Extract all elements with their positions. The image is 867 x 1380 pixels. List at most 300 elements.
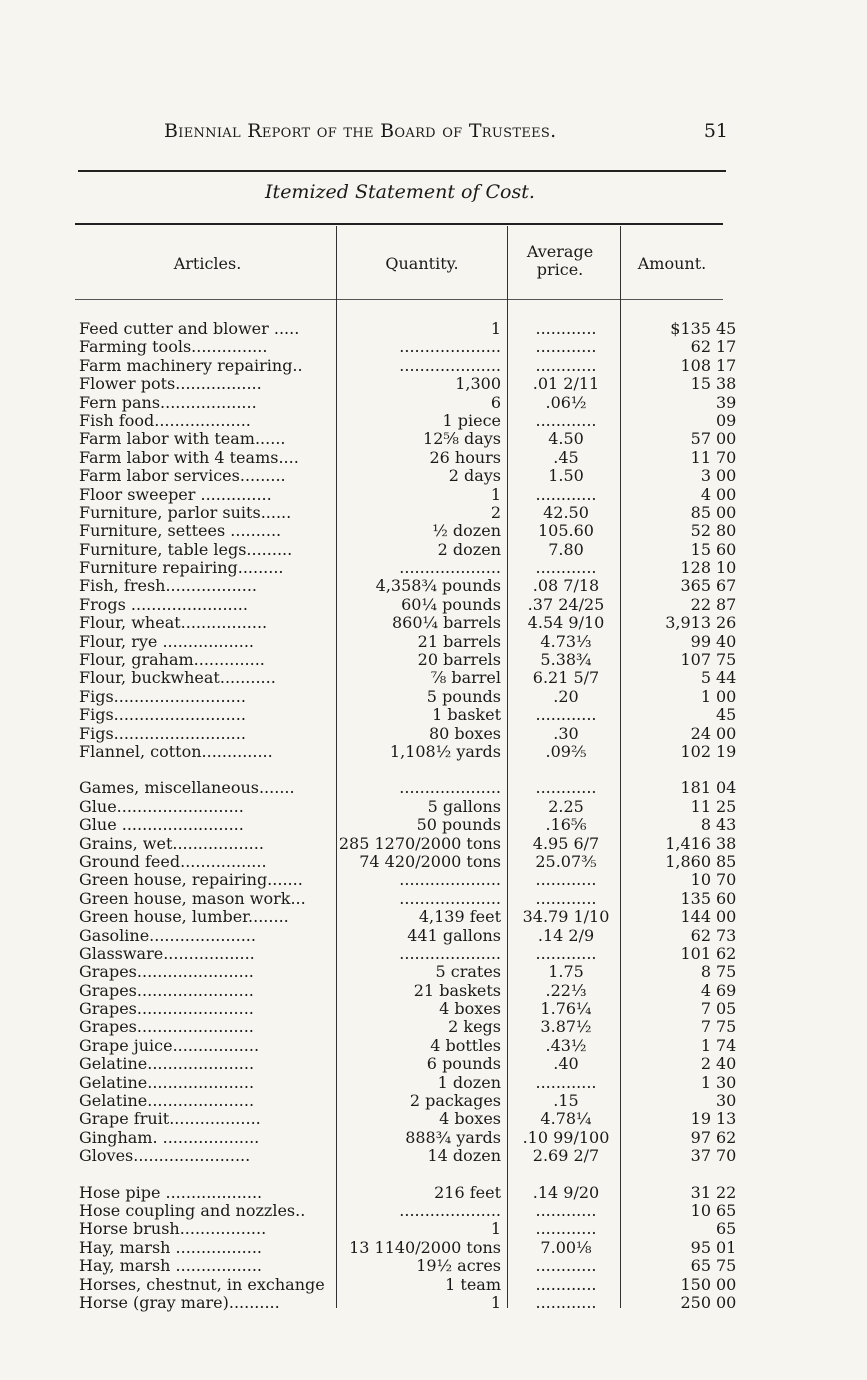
article-cell: Gingham. ................... [79,1128,260,1147]
price-cell: .08 7/18 [532,576,600,596]
price-cell: ............ [535,319,597,338]
amount-dollars-cell: 4 [700,484,711,504]
amount-cents-cell: 17 [716,337,737,357]
article-cell: Green house, lumber........ [79,908,289,927]
price-cell: ............ [535,1219,597,1239]
price-cell: ............ [535,558,597,578]
amount-dollars-cell: 8 [700,962,711,982]
amount-cents-cell: 13 [716,1109,737,1129]
quantity-cell: 1 [490,484,501,504]
amount-cents-cell: 22 [716,1182,737,1202]
quantity-cell: 4 bottles [430,1035,501,1055]
quantity-cell: 13 1140/2000 tons [349,1237,501,1257]
article-cell: Furniture, parlor suits...... [79,503,292,522]
quantity-cell: .................... [399,778,501,798]
price-cell: .09⅖ [545,741,587,761]
column-header-quantity: Quantity. [385,254,459,273]
table-row [0,798,867,816]
article-cell: Fern pans................... [79,393,257,412]
amount-cents-cell: 80 [716,521,737,541]
article-cell: Green house, repairing....... [79,871,303,890]
amount-cents-cell: 43 [716,815,737,835]
quantity-cell: 14 dozen [427,1146,501,1166]
price-cell: .14 2/9 [537,925,595,945]
article-cell: Grape juice................. [79,1036,260,1055]
table-row [0,1000,867,1018]
quantity-cell: 60¼ pounds [401,594,501,614]
quantity-cell: 12⅝ days [423,429,501,449]
amount-cents-cell: 44 [716,668,737,688]
table-row [0,871,867,889]
price-cell: ............ [535,1256,597,1276]
amount-dollars-cell: 144 [680,907,711,927]
amount-dollars-cell: 150 [680,1274,711,1294]
quantity-cell: 2 packages [409,1091,501,1111]
quantity-cell: 1 piece [442,410,501,430]
quantity-cell: 5 gallons [427,796,501,816]
quantity-cell: 1 dozen [437,1072,501,1092]
quantity-cell: 860¼ barrels [391,613,501,633]
article-cell: Hay, marsh ................. [79,1257,262,1276]
quantity-cell: 19½ acres [416,1256,501,1276]
amount-cents-cell: 09 [716,410,737,430]
article-cell: Grapes....................... [79,981,254,1000]
article-cell: Grapes....................... [79,1018,254,1037]
quantity-cell: ⅞ barrel [430,668,501,688]
table-row [0,614,867,632]
amount-dollars-cell: 85 [690,502,711,522]
quantity-cell: 21 baskets [413,980,501,1000]
top-rule [78,170,726,172]
amount-dollars-cell: 10 [690,870,711,890]
article-cell: Gelatine..................... [79,1073,255,1092]
amount-cents-cell: 73 [716,925,737,945]
column-header-average-price: Average price. [526,242,594,279]
amount-dollars-cell: 95 [690,1237,711,1257]
quantity-cell: 74 420/2000 tons [359,851,501,871]
table-row [0,1202,867,1220]
article-cell: Frogs ....................... [79,595,248,614]
amount-dollars-cell: 62 [690,925,711,945]
table-row [0,394,867,412]
price-cell: .37 24/25 [527,594,605,614]
table-row [0,651,867,669]
amount-dollars-cell: 5 [700,668,711,688]
quantity-cell: 80 boxes [428,723,501,743]
price-cell: ............ [535,778,597,798]
price-cell: .20 [553,686,579,706]
quantity-cell: 1,300 [455,374,501,394]
quantity-cell: .................... [399,558,501,578]
amount-dollars-cell: 3,913 [665,613,711,633]
cost-table-body [0,320,867,1312]
quantity-cell: 441 gallons [407,925,501,945]
amount-cents-cell: 01 [716,1237,737,1257]
price-cell: 1.50 [548,466,584,486]
column-header-amount: Amount. [637,254,707,273]
article-cell: Horses, chestnut, in exchange [79,1275,325,1294]
section-gap [0,1166,867,1184]
amount-cents-cell: 00 [716,686,737,706]
table-row [0,1055,867,1073]
table-row [0,725,867,743]
quantity-cell: 4,358¾ pounds [375,576,501,596]
quantity-cell: 216 feet [434,1182,501,1202]
amount-cents-cell: 65 [716,1219,737,1239]
table-row [0,1239,867,1257]
price-cell: 7.80 [548,539,584,559]
quantity-cell: 20 barrels [417,650,501,670]
amount-dollars-cell: $135 [670,319,711,338]
quantity-cell: 50 pounds [416,815,501,835]
amount-dollars-cell: 108 [680,355,711,375]
amount-cents-cell: 10 [716,558,737,578]
amount-cents-cell: 26 [716,613,737,633]
amount-dollars-cell: 101 [680,943,711,963]
quantity-cell: 1 team [445,1274,501,1294]
price-cell: ............ [535,705,597,725]
quantity-cell: 2 kegs [448,1017,501,1037]
article-cell: Glue ........................ [79,816,244,835]
article-cell: Hay, marsh ................. [79,1238,262,1257]
article-cell: Floor sweeper .............. [79,485,272,504]
amount-cents-cell: 30 [716,1072,737,1092]
amount-dollars-cell: 181 [680,778,711,798]
price-cell: .15 [553,1091,579,1111]
page-header [80,120,740,146]
section-gap [0,761,867,779]
amount-cents-cell: 45 [716,319,737,338]
price-cell: .06½ [545,392,587,412]
article-cell: Gasoline..................... [79,926,256,945]
amount-dollars-cell: 97 [690,1127,711,1147]
amount-cents-cell: 75 [716,1256,737,1276]
price-cell: ............ [535,1072,597,1092]
amount-dollars-cell: 99 [690,631,711,651]
amount-dollars-cell: 1,416 [665,833,711,853]
amount-cents-cell: 00 [716,907,737,927]
price-cell: ............ [535,1200,597,1220]
table-row [0,486,867,504]
amount-cents-cell: 00 [716,466,737,486]
price-cell: 4.78¼ [540,1109,592,1129]
amount-dollars-cell: 62 [690,337,711,357]
article-cell: Gelatine..................... [79,1055,255,1074]
price-cell: 4.73⅓ [540,631,592,651]
article-cell: Furniture repairing......... [79,559,284,578]
article-cell: Flannel, cotton.............. [79,742,273,761]
table-row [0,908,867,926]
table-row [0,430,867,448]
quantity-cell: 285 1270/2000 tons [338,833,501,853]
price-cell: 4.54 9/10 [527,613,605,633]
article-cell: Flour, buckwheat........... [79,669,276,688]
table-row [0,596,867,614]
amount-dollars-cell: 65 [690,1256,711,1276]
quantity-cell: .................... [399,355,501,375]
quantity-cell: 5 pounds [426,686,501,706]
table-top-rule [75,223,723,225]
amount-cents-cell: 39 [716,392,737,412]
table-row [0,504,867,522]
price-cell: ............ [535,888,597,908]
quantity-cell: 2 [490,502,501,522]
amount-dollars-cell: 15 [690,374,711,394]
price-cell: .30 [553,723,579,743]
header-bottom-rule [75,299,723,300]
price-cell: 34.79 1/10 [522,907,610,927]
article-cell: Grains, wet.................. [79,834,264,853]
table-row [0,945,867,963]
amount-cents-cell: 40 [716,631,737,651]
table-row [0,522,867,540]
amount-dollars-cell: 135 [680,888,711,908]
table-row [0,577,867,595]
table-row [0,1037,867,1055]
article-cell: Flour, wheat................. [79,614,268,633]
amount-dollars-cell: 19 [690,1109,711,1129]
amount-cents-cell: 87 [716,594,737,614]
amount-dollars-cell: 7 [700,999,711,1019]
amount-cents-cell: 38 [716,374,737,394]
table-row [0,633,867,651]
amount-dollars-cell: 22 [690,594,711,614]
quantity-cell: 5 crates [435,962,501,982]
amount-cents-cell: 75 [716,962,737,982]
article-cell: Feed cutter and blower ..... [79,320,300,338]
table-row [0,375,867,393]
price-cell: 42.50 [543,502,589,522]
table-row [0,1018,867,1036]
article-cell: Gloves....................... [79,1147,251,1166]
table-row [0,320,867,338]
amount-dollars-cell: 250 [680,1292,711,1312]
amount-dollars-cell: 8 [700,815,711,835]
article-cell: Hose pipe ................... [79,1183,263,1202]
price-cell: .01 2/11 [532,374,600,394]
table-row [0,1276,867,1294]
article-cell: Grape fruit.................. [79,1110,261,1129]
quantity-cell: 1 basket [432,705,501,725]
quantity-cell: 2 dozen [437,539,501,559]
table-row [0,1129,867,1147]
amount-dollars-cell: 11 [690,447,711,467]
price-cell: .45 [553,447,579,467]
amount-dollars-cell: 4 [700,980,711,1000]
amount-cents-cell: 65 [716,1200,737,1220]
article-cell: Figs.......................... [79,687,246,706]
quantity-cell: 6 pounds [426,1054,501,1074]
price-cell: .22⅓ [545,980,587,1000]
amount-cents-cell: 85 [716,851,737,871]
amount-cents-cell: 75 [716,1017,737,1037]
quantity-cell: 4 boxes [439,1109,501,1129]
amount-cents-cell: 70 [716,870,737,890]
table-row [0,835,867,853]
amount-dollars-cell: 365 [680,576,711,596]
article-cell: Farm machinery repairing.. [79,356,303,375]
price-cell: 7.00⅛ [540,1237,592,1257]
amount-cents-cell: 40 [716,1054,737,1074]
price-cell: 4.50 [548,429,584,449]
price-cell: ............ [535,337,597,357]
price-cell: ............ [535,410,597,430]
price-cell: 105.60 [538,521,594,541]
article-cell: Green house, mason work... [79,889,306,908]
table-row [0,816,867,834]
article-cell: Fish, fresh.................. [79,577,258,596]
price-cell: 5.38¾ [540,650,592,670]
amount-dollars-cell: 1,860 [665,851,711,871]
amount-cents-cell: 60 [716,888,737,908]
amount-dollars-cell: 11 [690,796,711,816]
price-cell: 6.21 5/7 [532,668,600,688]
quantity-cell: 6 [490,392,501,412]
amount-cents-cell: 69 [716,980,737,1000]
table-row [0,559,867,577]
table-row [0,357,867,375]
table-row [0,1092,867,1110]
article-cell: Figs.......................... [79,724,246,743]
amount-cents-cell: 19 [716,741,737,761]
amount-dollars-cell: 128 [680,558,711,578]
amount-dollars-cell: 24 [690,723,711,743]
running-title: Biennial Report of the Board of Trustees. [164,120,557,142]
page-number: 51 [703,120,728,142]
column-header-articles: Articles. [173,254,242,273]
amount-cents-cell: 75 [716,650,737,670]
table-row [0,743,867,761]
table-row [0,1220,867,1238]
amount-cents-cell: 04 [716,778,737,798]
quantity-cell: 4 boxes [439,999,501,1019]
amount-dollars-cell: 102 [680,741,711,761]
price-cell: ............ [535,943,597,963]
amount-cents-cell: 00 [716,1274,737,1294]
price-cell: .40 [553,1054,579,1074]
price-cell: ............ [535,355,597,375]
table-row [0,853,867,871]
amount-dollars-cell: 1 [700,1072,711,1092]
amount-cents-cell: 67 [716,576,737,596]
amount-cents-cell: 00 [716,1292,737,1312]
amount-cents-cell: 30 [716,1091,737,1111]
article-cell: Horse brush................. [79,1220,267,1239]
amount-cents-cell: 17 [716,355,737,375]
amount-cents-cell: 00 [716,502,737,522]
article-cell: Glassware.................. [79,944,255,963]
price-cell: .16⅚ [545,815,587,835]
article-cell: Furniture, settees .......... [79,522,282,541]
amount-dollars-cell: 57 [690,429,711,449]
table-row [0,412,867,430]
article-cell: Farm labor with 4 teams.... [79,448,299,467]
article-cell: Grapes....................... [79,1000,254,1019]
quantity-cell: 26 hours [429,447,501,467]
quantity-cell: 1,108½ yards [389,741,501,761]
quantity-cell: 888¾ yards [405,1127,501,1147]
quantity-cell: 1 [490,319,501,338]
quantity-cell: .................... [399,337,501,357]
article-cell: Hose coupling and nozzles.. [79,1201,306,1220]
table-row [0,779,867,797]
amount-dollars-cell: 2 [700,1054,711,1074]
amount-cents-cell: 45 [716,705,737,725]
table-row [0,927,867,945]
amount-cents-cell: 62 [716,1127,737,1147]
price-cell: ............ [535,484,597,504]
amount-cents-cell: 25 [716,796,737,816]
article-cell: Gelatine..................... [79,1092,255,1111]
article-cell: Farm labor with team...... [79,430,286,449]
quantity-cell: .................... [399,870,501,890]
quantity-cell: 4,139 feet [418,907,501,927]
amount-dollars-cell: 3 [700,466,711,486]
table-row [0,1184,867,1202]
table-row [0,1074,867,1092]
amount-dollars-cell: 7 [700,1017,711,1037]
price-cell: 1.75 [548,962,584,982]
quantity-cell: 1 [490,1219,501,1239]
table-row [0,1257,867,1275]
article-cell: Fish food................... [79,411,251,430]
amount-dollars-cell: 10 [690,1200,711,1220]
table-row [0,963,867,981]
article-cell: Farm labor services......... [79,467,286,486]
table-row [0,1147,867,1165]
price-cell: 2.69 2/7 [532,1146,600,1166]
amount-dollars-cell: 52 [690,521,711,541]
amount-dollars-cell: 1 [700,1035,711,1055]
article-cell: Ground feed................. [79,852,267,871]
price-cell: 3.87½ [540,1017,592,1037]
amount-cents-cell: 00 [716,723,737,743]
price-cell: ............ [535,870,597,890]
table-row [0,467,867,485]
amount-cents-cell: 05 [716,999,737,1019]
table-title: Itemized Statement of Cost. [265,181,535,203]
price-cell: 25.07⅗ [535,851,597,871]
price-cell: ............ [535,1274,597,1294]
article-cell: Flour, graham.............. [79,651,265,670]
amount-cents-cell: 62 [716,943,737,963]
price-cell: ............ [535,1292,597,1312]
amount-dollars-cell: 37 [690,1146,711,1166]
quantity-cell: ½ dozen [432,521,501,541]
table-row [0,982,867,1000]
price-cell: 4.95 6/7 [532,833,600,853]
table-row [0,669,867,687]
amount-cents-cell: 00 [716,484,737,504]
amount-cents-cell: 70 [716,447,737,467]
amount-cents-cell: 74 [716,1035,737,1055]
article-cell: Grapes....................... [79,963,254,982]
quantity-cell: .................... [399,888,501,908]
amount-dollars-cell: 15 [690,539,711,559]
quantity-cell: .................... [399,1200,501,1220]
table-row [0,541,867,559]
table-row [0,706,867,724]
table-row [0,1110,867,1128]
price-cell: 1.76¼ [540,999,592,1019]
table-row [0,890,867,908]
table-row [0,449,867,467]
quantity-cell: .................... [399,943,501,963]
quantity-cell: 1 [490,1292,501,1312]
amount-dollars-cell: 31 [690,1182,711,1202]
article-cell: Farming tools............... [79,338,268,357]
amount-cents-cell: 00 [716,429,737,449]
